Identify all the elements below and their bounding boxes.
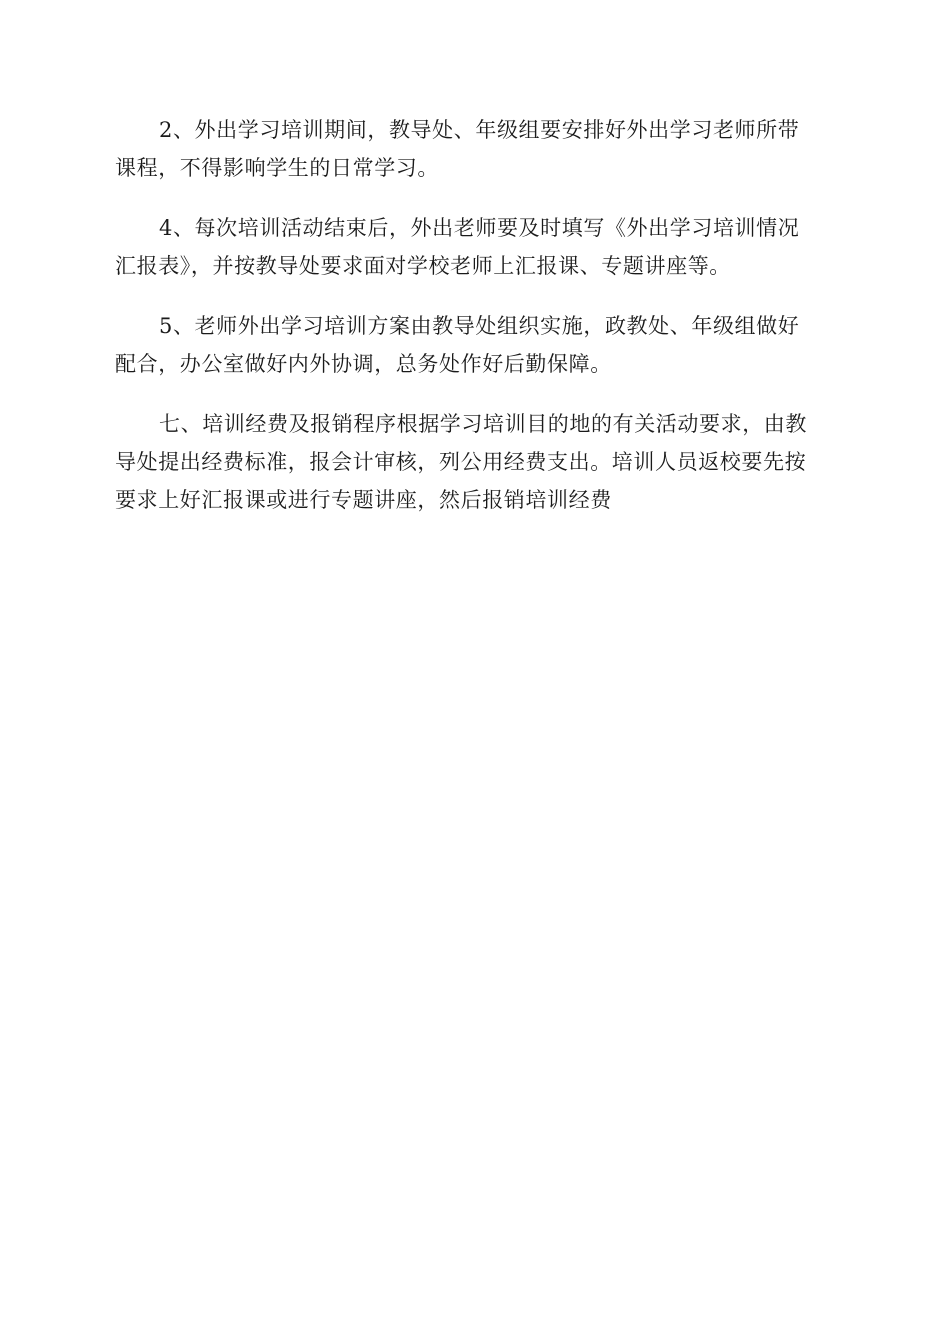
document-body [115, 111, 835, 541]
paragraph-line: 课程，不得影响学生的日常学习。 [115, 156, 439, 180]
paragraph-line: 4、每次培训活动结束后，外出老师要及时填写《外出学习培训情况 [159, 216, 800, 240]
paragraph-line: 七、培训经费及报销程序根据学习培训目的地的有关活动要求，由教 [159, 412, 807, 436]
paragraph-item-5 [115, 307, 835, 383]
paragraph-line: 配合，办公室做好内外协调，总务处作好后勤保障。 [115, 352, 612, 376]
paragraph-line: 要求上好汇报课或进行专题讲座，然后报销培训经费 [115, 488, 612, 512]
paragraph-line: 汇报表》，并按教导处要求面对学校老师上汇报课、专题讲座等。 [115, 254, 731, 278]
paragraph-line: 2、外出学习培训期间，教导处、年级组要安排好外出学习老师所带 [159, 118, 800, 142]
paragraph-line: 导处提出经费标准，报会计审核，列公用经费支出。培训人员返校要先按 [115, 450, 807, 474]
paragraph-line: 5、老师外出学习培训方案由教导处组织实施，政教处、年级组做好 [159, 314, 800, 338]
paragraph-section-seven [115, 405, 835, 519]
paragraph-item-2 [115, 111, 835, 187]
paragraph-item-4 [115, 209, 835, 285]
